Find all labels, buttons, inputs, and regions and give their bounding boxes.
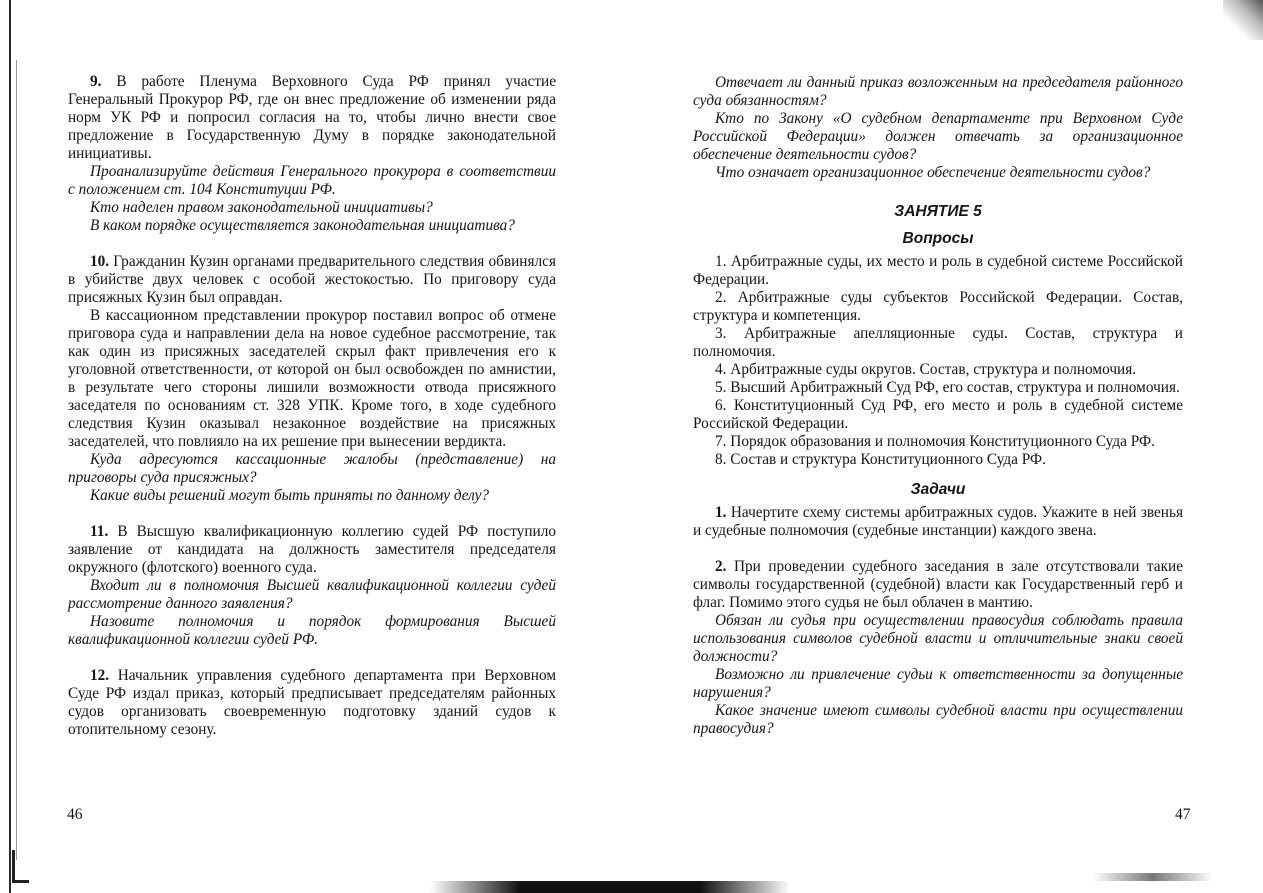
list-item: 5. Высший Арбитражный Суд РФ, его состав, структура и полномочия. [715, 379, 1180, 396]
lesson-title: ЗАНЯТИЕ 5 [894, 203, 982, 220]
problem-text: В Высшую квалификационную коллегию судей РФ поступило заявление от кандидата на должность заместителя председателя окружного (флотского) военного суда. [68, 523, 556, 576]
binding-edge [9, 0, 11, 893]
list-item: 1. Арбитражные суды, их место и роль в судебной системе Российской Федерации. [693, 253, 1183, 288]
problem-number: 9. [90, 73, 102, 90]
question: Какое значение имеют символы судебной власти при осуществлении правосудия? [693, 702, 1183, 737]
right-text-column [693, 74, 1183, 738]
problem-10 [68, 253, 556, 307]
tasks-heading: Задачи [910, 481, 966, 498]
left-text-column [68, 73, 556, 739]
binding-shadow [16, 60, 17, 860]
problem-number: 11. [90, 523, 109, 540]
list-item: 6. Конституционный Суд РФ, его место и роль в судебной системе Российской Федерации. [693, 397, 1183, 432]
task-text: При проведении судебного заседания в зале отсутствовали такие символы государственной (судебной) власти как Государственный герб и флаг. Помимо этого судья не был облачен в мантию. [693, 558, 1184, 611]
problem-11 [68, 523, 556, 577]
scan-bottom-shadow [1093, 873, 1213, 881]
task-number: 1. [715, 504, 727, 521]
question: Куда адресуются кассационные жалобы (представление) на приговоры суда присяжных? [68, 451, 556, 486]
scan-corner-shadow [1223, 0, 1263, 40]
question: В каком порядке осуществляется законодательная инициатива? [90, 217, 515, 234]
question: Обязан ли судья при осуществлении правосудия соблюдать правила использования символов судебной власти и отличительные знаки своей должности? [693, 612, 1183, 665]
list-item: 7. Порядок образования и полномочия Конституционного Суда РФ. [715, 433, 1155, 450]
task-number: 2. [715, 558, 727, 575]
list-item: 2. Арбитражные суды субъектов Российской Федерации. Состав, структура и компетенция. [693, 289, 1183, 324]
problem-9 [68, 73, 556, 163]
question: Назовите полномочия и порядок формирования Высшей квалификационной коллегии судей РФ. [68, 613, 556, 648]
problem-text-continued: В кассационном представлении прокурор поставил вопрос об отмене приговора суда и направлении дела на новое судебное рассмотрение, так как один из присяжных заседателей скрыл факт привлечения его к уголовной ответственности, от которой он был освобожден по амнистии, в результате чего стороны лишили возможности отвода присяжного заседателя по основаниям ст. 328 УПК. Кроме того, в ходе судебного следствия Кузин оказывал незаконное воздействие на присяжных заседателей, что повлияло на их решение при вынесении вердикта. [68, 307, 556, 450]
question: Кто по Закону «О судебном департаменте при Верховном Суде Российской Федерации» должен отвечать за организационное обеспечение деятельности судов? [693, 110, 1183, 163]
question: Входит ли в полномочия Высшей квалификационной коллегии судей рассмотрение данного заявления? [68, 577, 556, 612]
questions-heading: Вопросы [902, 230, 974, 247]
question: Что означает организационное обеспечение деятельности судов? [715, 164, 1151, 181]
page-number-right: 47 [1175, 806, 1191, 823]
question: Отвечает ли данный приказ возложенным на председателя районного суда обязанностям? [693, 74, 1183, 109]
list-item: 4. Арбитражные суды округов. Состав, структура и полномочия. [715, 361, 1137, 378]
question: Возможно ли привлечение судьи к ответственности за допущенные нарушения? [693, 666, 1183, 701]
scan-corner-mark [12, 850, 29, 883]
problem-number: 10. [90, 253, 110, 270]
right-page [632, 0, 1263, 893]
question: Кто наделен правом законодательной инициативы? [90, 199, 433, 216]
question: Какие виды решений могут быть приняты по данному делу? [90, 487, 490, 504]
question: Проанализируйте действия Генерального прокурора в соответствии с положением ст. 104 Конституции РФ. [68, 163, 556, 198]
problem-text: Гражданин Кузин органами предварительного следствия обвинялся в убийстве двух человек с особой жестокостью. По приговору суда присяжных Кузин был оправдан. [68, 253, 556, 306]
list-item: 3. Арбитражные апелляционные суды. Состав, структура и полномочия. [693, 325, 1183, 360]
list-item: 8. Состав и структура Конституционного Суда РФ. [715, 451, 1046, 468]
problem-text: Начальник управления судебного департамента при Верховном Суде РФ издал приказ, который предписывает председателям районных судов организовать своевременную подготовку зданий судов к отопительному сезону. [68, 667, 556, 738]
page-number-left: 46 [67, 806, 83, 823]
scan-bottom-shadow [430, 881, 790, 893]
problem-text: В работе Пленума Верховного Суда РФ принял участие Генеральный Прокурор РФ, где он внес предложение об изменении ряда норм УК РФ и попросил согласия на то, чтобы лично внести свое предложение в Государственную Думу в порядке законодательной инициативы. [68, 73, 556, 162]
problem-12 [68, 667, 556, 739]
problem-number: 12. [90, 667, 110, 684]
task-1 [693, 504, 1183, 540]
task-text: Начертите схему системы арбитражных судов. Укажите в ней звенья и судебные полномочия (судебные инстанции) каждого звена. [693, 504, 1183, 539]
task-2 [693, 558, 1183, 612]
